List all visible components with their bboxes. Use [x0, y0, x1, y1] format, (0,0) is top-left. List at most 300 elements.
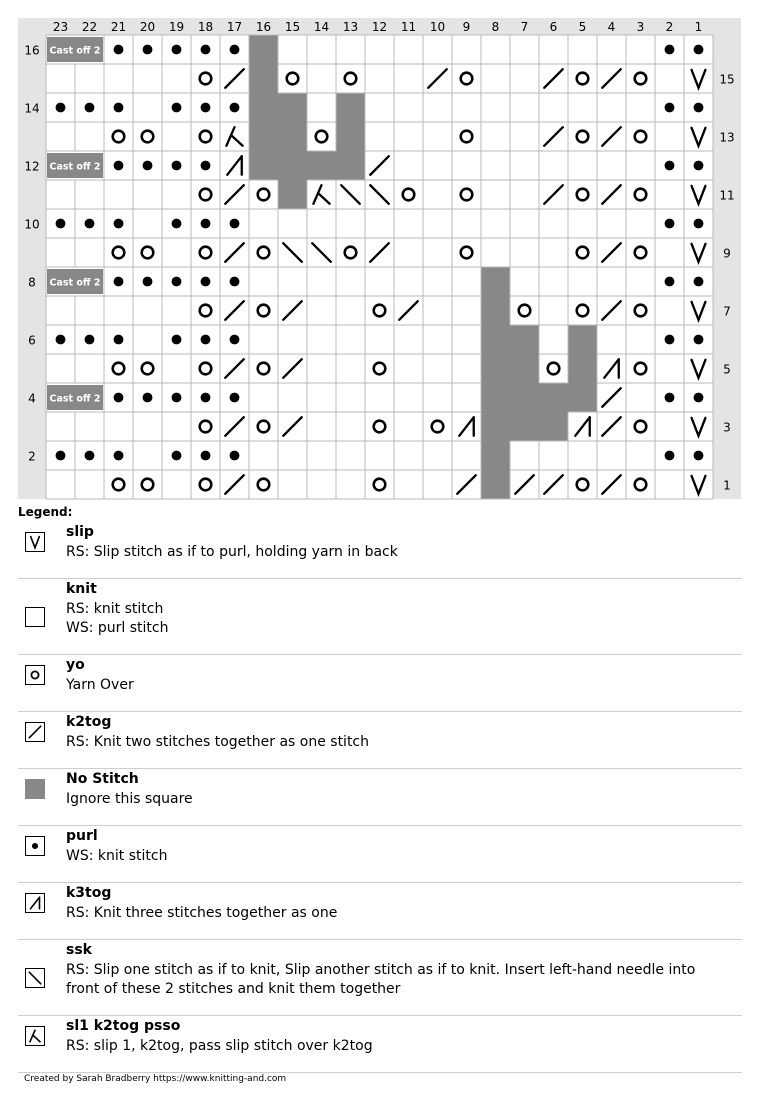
purl-symbol	[172, 45, 182, 55]
chart-cell	[481, 470, 510, 499]
chart-cell	[365, 64, 394, 93]
chart-cell	[394, 122, 423, 151]
chart-cell	[510, 441, 539, 470]
purl-symbol	[172, 161, 182, 171]
chart-cell	[249, 267, 278, 296]
chart-cell	[133, 238, 162, 267]
chart-cell	[452, 267, 481, 296]
chart-cell	[133, 296, 162, 325]
column-number: 16	[255, 20, 272, 34]
chart-cell	[365, 383, 394, 412]
chart-cell	[249, 180, 278, 209]
legend-item-name: k2tog	[66, 714, 112, 730]
row-number: 3	[723, 420, 731, 435]
chart-cell	[568, 267, 597, 296]
chart-cell	[365, 93, 394, 122]
column-number: 1	[694, 20, 703, 34]
purl-symbol	[694, 103, 704, 113]
chart-cell	[481, 412, 510, 441]
row-number: 2	[28, 449, 36, 464]
chart-cell	[597, 93, 626, 122]
purl-symbol	[694, 45, 704, 55]
chart-cell	[249, 209, 278, 238]
legend-item-no-stitch	[18, 769, 742, 826]
chart-row	[46, 441, 713, 470]
legend-symbol	[25, 968, 45, 988]
purl-symbol	[56, 451, 66, 461]
cast-off-box	[47, 37, 103, 62]
chart-cell	[278, 35, 307, 64]
row-number: 5	[723, 362, 731, 377]
chart-cell	[452, 296, 481, 325]
chart-cell	[394, 354, 423, 383]
cast-off-label: Cast off 2	[49, 277, 101, 289]
chart-cell	[104, 238, 133, 267]
chart-cell	[568, 354, 597, 383]
chart-cell	[365, 122, 394, 151]
chart-cell	[481, 354, 510, 383]
purl-symbol	[665, 335, 675, 345]
k3tog-symbol	[31, 897, 40, 909]
chart-cell	[104, 470, 133, 499]
chart-cell	[626, 209, 655, 238]
chart-cell	[423, 296, 452, 325]
row-number: 11	[719, 188, 735, 203]
column-number: 22	[81, 20, 98, 34]
chart-cell	[539, 354, 568, 383]
purl-symbol	[143, 393, 153, 403]
chart-cell	[104, 180, 133, 209]
chart-cell	[307, 93, 336, 122]
chart-cell	[597, 209, 626, 238]
chart-cell	[249, 325, 278, 354]
purl-symbol	[85, 451, 95, 461]
chart-cell	[104, 354, 133, 383]
chart-cell	[249, 441, 278, 470]
chart-cell	[336, 383, 365, 412]
legend-item-k2tog	[18, 712, 742, 769]
purl-symbol	[665, 393, 675, 403]
column-number: 2	[665, 20, 674, 34]
knitting-chart	[0, 0, 761, 500]
chart-cell	[510, 122, 539, 151]
chart-cell	[278, 122, 307, 151]
chart-cell	[307, 267, 336, 296]
purl-symbol	[114, 451, 124, 461]
purl-symbol	[56, 219, 66, 229]
chart-cell	[191, 354, 220, 383]
chart-cell	[423, 412, 452, 441]
purl-symbol	[665, 45, 675, 55]
chart-cell	[394, 35, 423, 64]
chart-cell	[278, 180, 307, 209]
chart-cell	[394, 180, 423, 209]
chart-cell	[510, 35, 539, 64]
chart-cell	[597, 151, 626, 180]
legend-item-name: knit	[66, 581, 97, 597]
chart-cell	[568, 470, 597, 499]
chart-cell	[365, 35, 394, 64]
chart-cell	[568, 238, 597, 267]
legend-item-description: Yarn Over	[66, 677, 134, 693]
chart-cell	[481, 296, 510, 325]
purl-symbol	[32, 843, 38, 849]
column-number: 18	[197, 20, 214, 34]
chart-cell	[568, 325, 597, 354]
row-number: 9	[723, 246, 731, 261]
ssk-symbol	[29, 972, 41, 984]
legend-item-name: No Stitch	[66, 771, 139, 787]
chart-cell	[365, 209, 394, 238]
chart-cell	[626, 93, 655, 122]
chart-cell	[423, 325, 452, 354]
chart-cell	[510, 325, 539, 354]
purl-symbol	[143, 277, 153, 287]
purl-symbol	[201, 161, 211, 171]
purl-symbol	[230, 45, 240, 55]
chart-cell	[452, 354, 481, 383]
chart-cell	[249, 296, 278, 325]
legend	[18, 522, 742, 1073]
chart-cell	[365, 267, 394, 296]
chart-cell	[394, 64, 423, 93]
chart-cell	[249, 412, 278, 441]
chart-cell	[336, 35, 365, 64]
chart-cell	[452, 122, 481, 151]
chart-cell	[597, 267, 626, 296]
chart-cell	[510, 383, 539, 412]
chart-cell	[481, 238, 510, 267]
chart-cell	[423, 35, 452, 64]
chart-cell	[626, 354, 655, 383]
chart-cell	[423, 238, 452, 267]
column-number: 11	[400, 20, 417, 34]
chart-cell	[510, 267, 539, 296]
chart-cell	[510, 238, 539, 267]
chart-cell	[307, 122, 336, 151]
purl-symbol	[114, 219, 124, 229]
column-number: 15	[284, 20, 301, 34]
chart-cell	[539, 383, 568, 412]
chart-cell	[568, 441, 597, 470]
purl-symbol	[694, 277, 704, 287]
chart-cell	[626, 470, 655, 499]
chart-cell	[423, 383, 452, 412]
column-number: 8	[491, 20, 500, 34]
chart-cell	[510, 93, 539, 122]
cast-off-label: Cast off 2	[49, 393, 101, 405]
chart-cell	[133, 209, 162, 238]
purl-symbol	[201, 45, 211, 55]
purl-symbol	[230, 103, 240, 113]
purl-symbol	[230, 219, 240, 229]
chart-cell	[539, 267, 568, 296]
chart-cell	[510, 354, 539, 383]
purl-symbol	[172, 393, 182, 403]
chart-cell	[568, 180, 597, 209]
chart-cell	[365, 354, 394, 383]
chart-cell	[162, 64, 191, 93]
column-number: 13	[342, 20, 359, 34]
yarn-over-symbol	[31, 671, 38, 678]
chart-cell	[626, 238, 655, 267]
chart-cell	[278, 64, 307, 93]
chart-cell	[626, 441, 655, 470]
row-number: 6	[28, 333, 36, 348]
purl-symbol	[114, 335, 124, 345]
legend-item-name: k3tog	[66, 885, 112, 901]
legend-item-name: purl	[66, 828, 98, 844]
row-number: 16	[24, 43, 40, 58]
row-number: 15	[719, 72, 735, 87]
legend-symbol	[25, 722, 45, 742]
chart-cell	[336, 151, 365, 180]
purl-symbol	[694, 161, 704, 171]
chart-cell	[539, 441, 568, 470]
chart-cell	[452, 209, 481, 238]
chart-cell	[104, 296, 133, 325]
purl-symbol	[143, 161, 153, 171]
purl-symbol	[230, 277, 240, 287]
purl-symbol	[85, 103, 95, 113]
legend-item-ssk	[18, 940, 742, 1016]
purl-symbol	[201, 451, 211, 461]
chart-cell	[133, 93, 162, 122]
chart-cell	[452, 441, 481, 470]
chart-cell	[249, 470, 278, 499]
chart-cell	[336, 64, 365, 93]
chart-row	[46, 325, 713, 354]
legend-symbol	[25, 532, 45, 552]
chart-cell	[539, 325, 568, 354]
column-number: 5	[578, 20, 587, 34]
column-number: 3	[636, 20, 645, 34]
chart-cell	[249, 35, 278, 64]
purl-symbol	[114, 277, 124, 287]
chart-cell	[191, 122, 220, 151]
chart-cell	[278, 470, 307, 499]
chart-cell	[75, 238, 104, 267]
chart-cell	[655, 64, 684, 93]
chart-cell	[423, 93, 452, 122]
chart-cell	[336, 325, 365, 354]
legend-item-description: Ignore this square	[66, 791, 193, 807]
legend-item-description: RS: knit stitch WS: purl stitch	[66, 601, 169, 636]
chart-cell	[597, 35, 626, 64]
chart-cell	[568, 122, 597, 151]
chart-cell	[510, 151, 539, 180]
chart-cell	[307, 412, 336, 441]
chart-cell	[394, 441, 423, 470]
chart-cell	[75, 296, 104, 325]
cast-off-box	[47, 385, 103, 410]
chart-cell	[423, 354, 452, 383]
cast-off-label: Cast off 2	[49, 161, 101, 173]
cast-off-box	[47, 153, 103, 178]
legend-item-description: RS: Slip stitch as if to purl, holding yarn in back	[66, 544, 398, 560]
chart-cell	[278, 383, 307, 412]
chart-cell	[568, 64, 597, 93]
chart-cell	[394, 412, 423, 441]
purl-symbol	[665, 219, 675, 229]
chart-cell	[510, 412, 539, 441]
chart-cell	[423, 151, 452, 180]
chart-cell	[307, 470, 336, 499]
chart-cell	[307, 441, 336, 470]
chart-cell	[597, 325, 626, 354]
chart-cell	[75, 354, 104, 383]
chart-cell	[655, 296, 684, 325]
legend-title: Legend:	[18, 505, 73, 519]
chart-cell	[46, 180, 75, 209]
column-number: 21	[110, 20, 127, 34]
legend-item-sl1-k2tog-psso	[18, 1016, 742, 1073]
chart-cell	[394, 267, 423, 296]
column-number: 19	[168, 20, 185, 34]
chart-cell	[568, 296, 597, 325]
purl-symbol	[665, 161, 675, 171]
legend-item-description: RS: Slip one stitch as if to knit, Slip another stitch as if to knit. Insert left-hand needle into front of these 2 stitches and knit them together	[66, 962, 696, 997]
legend-item-description: RS: slip 1, k2tog, pass slip stitch over k2tog	[66, 1038, 373, 1054]
purl-symbol	[230, 393, 240, 403]
chart-cell	[307, 354, 336, 383]
slip-symbol	[31, 537, 40, 548]
purl-symbol	[230, 451, 240, 461]
chart-cell	[394, 470, 423, 499]
purl-symbol	[665, 103, 675, 113]
chart-cell	[191, 238, 220, 267]
chart-cell	[452, 325, 481, 354]
chart-cell	[626, 296, 655, 325]
chart-cell	[539, 93, 568, 122]
chart-cell	[539, 412, 568, 441]
chart-cell	[278, 441, 307, 470]
column-number: 9	[462, 20, 471, 34]
column-number: 4	[607, 20, 616, 34]
chart-cell	[307, 325, 336, 354]
chart-cell	[510, 296, 539, 325]
column-number: 20	[139, 20, 156, 34]
chart-cell	[481, 35, 510, 64]
chart-cell	[655, 354, 684, 383]
chart-cell	[336, 267, 365, 296]
chart-cell	[249, 151, 278, 180]
chart-cell	[307, 35, 336, 64]
chart-cell	[307, 151, 336, 180]
chart-cell	[336, 122, 365, 151]
chart-cell	[452, 238, 481, 267]
chart-cell	[336, 354, 365, 383]
chart-cell	[481, 180, 510, 209]
row-number: 14	[24, 101, 40, 116]
chart-cell	[336, 209, 365, 238]
chart-cell	[481, 267, 510, 296]
purl-symbol	[172, 103, 182, 113]
chart-cell	[568, 151, 597, 180]
chart-cell	[307, 296, 336, 325]
chart-cell	[626, 151, 655, 180]
chart-cell	[452, 93, 481, 122]
chart-cell	[423, 122, 452, 151]
chart-cell	[394, 93, 423, 122]
column-number: 10	[429, 20, 446, 34]
purl-symbol	[85, 335, 95, 345]
row-number: 13	[719, 130, 735, 145]
chart-cell	[365, 296, 394, 325]
purl-symbol	[172, 335, 182, 345]
legend-item-name: ssk	[66, 942, 92, 958]
chart-cell	[133, 122, 162, 151]
purl-symbol	[56, 103, 66, 113]
legend-item-name: yo	[66, 657, 85, 673]
row-number: 8	[28, 275, 36, 290]
chart-cell	[133, 64, 162, 93]
k2tog-symbol	[29, 726, 41, 738]
cast-off-label: Cast off 2	[49, 45, 101, 57]
chart-cell	[626, 180, 655, 209]
chart-cell	[75, 180, 104, 209]
chart-cell	[162, 238, 191, 267]
chart-cell	[394, 151, 423, 180]
chart-cell	[365, 325, 394, 354]
chart-cell	[539, 151, 568, 180]
purl-symbol	[114, 393, 124, 403]
chart-cell	[249, 122, 278, 151]
chart-cell	[481, 151, 510, 180]
legend-item-name: sl1 k2tog psso	[66, 1018, 181, 1034]
chart-cell	[307, 209, 336, 238]
chart-cell	[423, 209, 452, 238]
chart-cell	[191, 180, 220, 209]
column-number: 23	[52, 20, 69, 34]
chart-cell	[539, 296, 568, 325]
chart-cell	[597, 441, 626, 470]
chart-cell	[510, 64, 539, 93]
chart-cell	[539, 209, 568, 238]
purl-symbol	[114, 45, 124, 55]
chart-cell	[655, 122, 684, 151]
purl-symbol	[172, 451, 182, 461]
chart-cell	[133, 412, 162, 441]
chart-cell	[249, 93, 278, 122]
chart-cell	[626, 122, 655, 151]
chart-cell	[75, 64, 104, 93]
purl-symbol	[114, 161, 124, 171]
chart-cell	[568, 209, 597, 238]
chart-cell	[75, 470, 104, 499]
chart-cell	[655, 180, 684, 209]
column-number: 12	[371, 20, 388, 34]
legend-item-slip	[18, 522, 742, 579]
sl1-k2tog-psso-symbol	[30, 1030, 40, 1042]
chart-cell	[452, 64, 481, 93]
chart-cell	[46, 470, 75, 499]
chart-cell	[249, 383, 278, 412]
purl-symbol	[665, 451, 675, 461]
chart-cell	[481, 122, 510, 151]
chart-cell	[249, 238, 278, 267]
chart-cell	[626, 412, 655, 441]
chart-cell	[336, 296, 365, 325]
legend-item-description: RS: Knit three stitches together as one	[66, 905, 338, 921]
chart-row	[46, 93, 713, 122]
chart-cell	[75, 412, 104, 441]
purl-symbol	[56, 335, 66, 345]
cast-off-box	[47, 269, 103, 294]
column-number: 17	[226, 20, 243, 34]
purl-symbol	[143, 45, 153, 55]
chart-cell	[336, 470, 365, 499]
